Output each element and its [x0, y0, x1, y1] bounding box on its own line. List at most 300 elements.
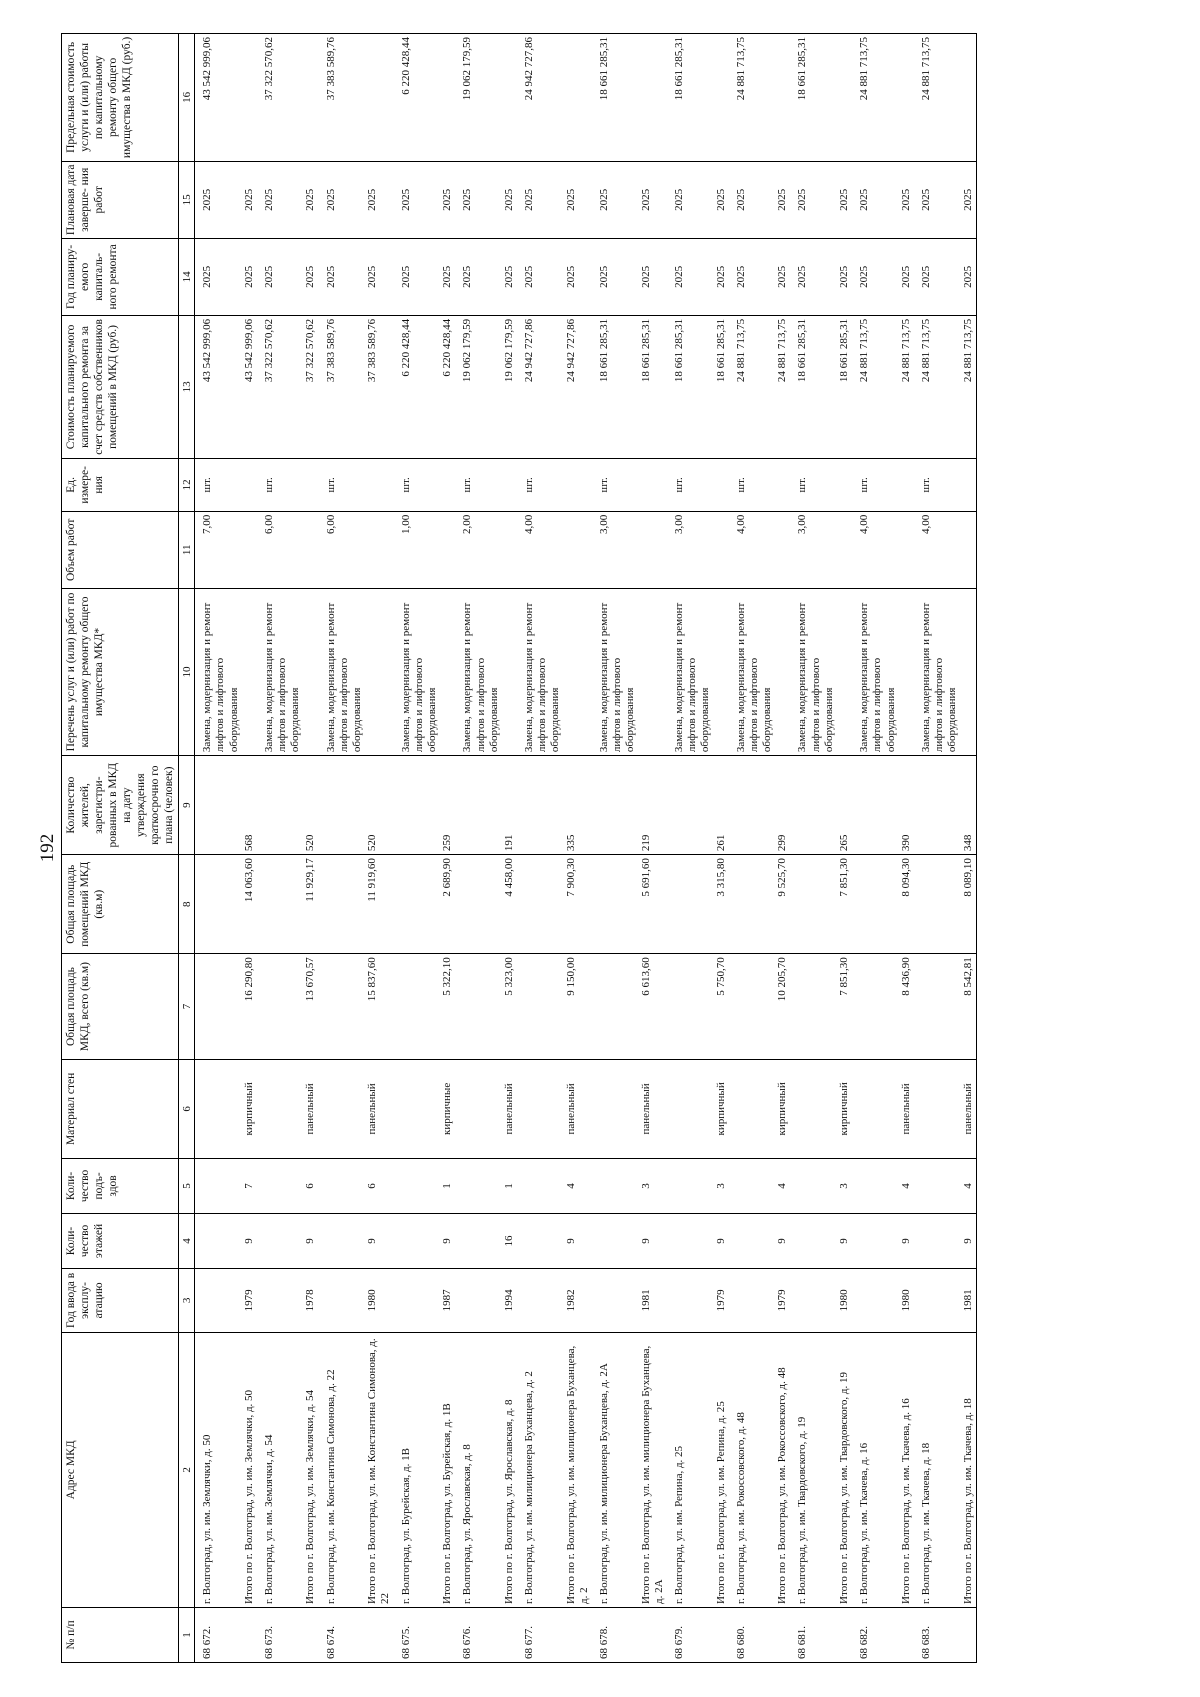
- premises-area: [729, 855, 776, 954]
- repair-year: 2025: [714, 238, 729, 315]
- column-header: № п/п: [62, 1607, 179, 1662]
- floors: 16: [502, 1213, 517, 1268]
- year-commissioned: [852, 1268, 899, 1332]
- max-cost: [564, 34, 592, 162]
- table-row: [455, 34, 502, 1663]
- entrances: [592, 1158, 639, 1213]
- wall-material: [517, 1059, 564, 1158]
- year-commissioned: 1979: [242, 1268, 257, 1332]
- column-header: Объем работ: [62, 511, 179, 588]
- total-area: [257, 954, 304, 1060]
- repair-year: 2025: [667, 238, 714, 315]
- repair-cost: 37 383 589,76: [365, 315, 393, 458]
- work-volume: [365, 511, 393, 588]
- total-area: [455, 954, 502, 1060]
- unit: шт.: [667, 458, 714, 511]
- residents: 348: [961, 756, 977, 855]
- entrances: 3: [714, 1158, 729, 1213]
- entrances: [195, 1158, 242, 1213]
- floors: 9: [639, 1213, 667, 1268]
- premises-area: [455, 855, 502, 954]
- completion-year: 2025: [517, 161, 564, 238]
- row-number: 68 676.: [455, 1607, 502, 1662]
- address: Итого по г. Волгоград, ул. им. Твардовского, д. 19: [837, 1332, 852, 1607]
- table-row: [592, 34, 639, 1663]
- completion-year: 2025: [564, 161, 592, 238]
- wall-material: [455, 1059, 502, 1158]
- unit: [837, 458, 852, 511]
- floors: [455, 1213, 502, 1268]
- row-number: [714, 1607, 729, 1662]
- premises-area: [852, 855, 899, 954]
- max-cost: [899, 34, 914, 162]
- completion-year: 2025: [394, 161, 441, 238]
- max-cost: 37 383 589,76: [319, 34, 366, 162]
- year-commissioned: 1987: [440, 1268, 455, 1332]
- column-number-row: [179, 34, 195, 1663]
- repair-year: 2025: [639, 238, 667, 315]
- premises-area: 4 458,00: [502, 855, 517, 954]
- table-row: [257, 34, 304, 1663]
- work-volume: 7,00: [195, 511, 242, 588]
- table-row: [517, 34, 564, 1663]
- unit: [242, 458, 257, 511]
- wall-material: [914, 1059, 961, 1158]
- entrances: 1: [440, 1158, 455, 1213]
- work-volume: [639, 511, 667, 588]
- entrances: [394, 1158, 441, 1213]
- repair-cost: 24 881 713,75: [852, 315, 899, 458]
- residents: 265: [837, 756, 852, 855]
- completion-year: 2025: [729, 161, 776, 238]
- max-cost: [242, 34, 257, 162]
- premises-area: 7 900,30: [564, 855, 592, 954]
- row-number: [365, 1607, 393, 1662]
- column-number: 14: [179, 238, 195, 315]
- repair-year: 2025: [455, 238, 502, 315]
- completion-year: 2025: [852, 161, 899, 238]
- total-row: [899, 34, 914, 1663]
- max-cost: [775, 34, 790, 162]
- row-number: [639, 1607, 667, 1662]
- wall-material: кирпичный: [837, 1059, 852, 1158]
- premises-area: [914, 855, 961, 954]
- max-cost: [502, 34, 517, 162]
- premises-area: [394, 855, 441, 954]
- repair-year: 2025: [517, 238, 564, 315]
- row-number: [502, 1607, 517, 1662]
- residents: [455, 756, 502, 855]
- year-commissioned: [517, 1268, 564, 1332]
- wall-material: кирпичный: [242, 1059, 257, 1158]
- unit: [303, 458, 318, 511]
- max-cost: [961, 34, 977, 162]
- address: г. Волгоград, ул. им. Ткачева, д. 18: [914, 1332, 961, 1607]
- column-number: 10: [179, 588, 195, 755]
- unit: шт.: [319, 458, 366, 511]
- column-number: 6: [179, 1059, 195, 1158]
- residents: [852, 756, 899, 855]
- floors: [394, 1213, 441, 1268]
- unit: [899, 458, 914, 511]
- repair-cost: 18 661 285,31: [639, 315, 667, 458]
- wall-material: [592, 1059, 639, 1158]
- address: г. Волгоград, ул. им. Рокоссовского, д. 48: [729, 1332, 776, 1607]
- address: г. Волгоград, ул. Бурейская, д. 1В: [394, 1332, 441, 1607]
- works-list: Замена, модернизация и ремонт лифтов и лифтового оборудования: [667, 588, 714, 755]
- completion-year: 2025: [440, 161, 455, 238]
- premises-area: 11 919,60: [365, 855, 393, 954]
- residents: [195, 756, 242, 855]
- repair-cost: 24 942 727,86: [564, 315, 592, 458]
- repair-year: 2025: [257, 238, 304, 315]
- total-area: 5 322,10: [440, 954, 455, 1060]
- address: Итого по г. Волгоград, ул. им. Рокоссовского, д. 48: [775, 1332, 790, 1607]
- floors: [257, 1213, 304, 1268]
- total-area: [729, 954, 776, 1060]
- unit: [502, 458, 517, 511]
- unit: [961, 458, 977, 511]
- wall-material: [257, 1059, 304, 1158]
- row-number: 68 681.: [790, 1607, 837, 1662]
- total-area: 10 205,70: [775, 954, 790, 1060]
- unit: шт.: [592, 458, 639, 511]
- column-header: Общая площадь помещений МКД (кв.м): [62, 855, 179, 954]
- row-number: 68 683.: [914, 1607, 961, 1662]
- repair-year: 2025: [195, 238, 242, 315]
- column-header: Год планиру- емого капиталь- ного ремонта: [62, 238, 179, 315]
- total-area: [319, 954, 366, 1060]
- work-volume: 1,00: [394, 511, 441, 588]
- row-number: [440, 1607, 455, 1662]
- total-row: [775, 34, 790, 1663]
- floors: [517, 1213, 564, 1268]
- year-commissioned: [394, 1268, 441, 1332]
- repair-cost: 37 383 589,76: [319, 315, 366, 458]
- address: г. Волгоград, ул. им. Землячки, д. 54: [257, 1332, 304, 1607]
- works-list: [502, 588, 517, 755]
- premises-area: 9 525,70: [775, 855, 790, 954]
- works-list: Замена, модернизация и ремонт лифтов и лифтового оборудования: [455, 588, 502, 755]
- page-number: 192: [37, 833, 58, 863]
- address: г. Волгоград, ул. им. Твардовского, д. 19: [790, 1332, 837, 1607]
- entrances: [729, 1158, 776, 1213]
- entrances: 4: [775, 1158, 790, 1213]
- works-list: [639, 588, 667, 755]
- residents: [667, 756, 714, 855]
- address: г. Волгоград, ул. им. Константина Симонова, д. 22: [319, 1332, 366, 1607]
- wall-material: панельный: [961, 1059, 977, 1158]
- works-list: [714, 588, 729, 755]
- works-list: Замена, модернизация и ремонт лифтов и лифтового оборудования: [914, 588, 961, 755]
- works-list: Замена, модернизация и ремонт лифтов и лифтового оборудования: [257, 588, 304, 755]
- year-commissioned: 1979: [775, 1268, 790, 1332]
- work-volume: 3,00: [592, 511, 639, 588]
- wall-material: [790, 1059, 837, 1158]
- total-area: [667, 954, 714, 1060]
- row-number: [775, 1607, 790, 1662]
- column-number: 16: [179, 34, 195, 162]
- wall-material: кирпичные: [440, 1059, 455, 1158]
- column-number: 2: [179, 1332, 195, 1607]
- completion-year: 2025: [667, 161, 714, 238]
- repair-cost: 19 062 179,59: [502, 315, 517, 458]
- completion-year: 2025: [790, 161, 837, 238]
- year-commissioned: 1982: [564, 1268, 592, 1332]
- total-area: 15 837,60: [365, 954, 393, 1060]
- floors: 9: [365, 1213, 393, 1268]
- year-commissioned: [667, 1268, 714, 1332]
- column-number: 12: [179, 458, 195, 511]
- total-row: [714, 34, 729, 1663]
- floors: 9: [303, 1213, 318, 1268]
- works-list: [899, 588, 914, 755]
- completion-year: 2025: [775, 161, 790, 238]
- wall-material: [195, 1059, 242, 1158]
- repair-cost: 18 661 285,31: [592, 315, 639, 458]
- row-number: 68 677.: [517, 1607, 564, 1662]
- wall-material: [394, 1059, 441, 1158]
- floors: [729, 1213, 776, 1268]
- premises-area: [257, 855, 304, 954]
- total-area: 16 290,80: [242, 954, 257, 1060]
- residents: 335: [564, 756, 592, 855]
- max-cost: 24 881 713,75: [729, 34, 776, 162]
- works-list: Замена, модернизация и ремонт лифтов и лифтового оборудования: [592, 588, 639, 755]
- work-volume: 4,00: [852, 511, 899, 588]
- residents: [394, 756, 441, 855]
- residents: 299: [775, 756, 790, 855]
- total-area: [592, 954, 639, 1060]
- table-row: [914, 34, 961, 1663]
- row-number: [961, 1607, 977, 1662]
- total-area: [517, 954, 564, 1060]
- column-header: Год ввода в эксплу- атацию: [62, 1268, 179, 1332]
- max-cost: 43 542 999,06: [195, 34, 242, 162]
- total-row: [502, 34, 517, 1663]
- works-list: [961, 588, 977, 755]
- column-header: Коли- чество подъ- здов: [62, 1158, 179, 1213]
- address: г. Волгоград, ул. им. Ткачева, д. 16: [852, 1332, 899, 1607]
- floors: [852, 1213, 899, 1268]
- row-number: 68 672.: [195, 1607, 242, 1662]
- max-cost: 19 062 179,59: [455, 34, 502, 162]
- residents: 520: [303, 756, 318, 855]
- floors: 9: [961, 1213, 977, 1268]
- repair-cost: 37 322 570,62: [303, 315, 318, 458]
- row-number: 68 675.: [394, 1607, 441, 1662]
- table-row: [319, 34, 366, 1663]
- column-number: 15: [179, 161, 195, 238]
- column-header: Перечень услуг и (или) работ по капитальному ремонту общего имущества МКД*: [62, 588, 179, 755]
- year-commissioned: [914, 1268, 961, 1332]
- rotated-page: [35, 33, 1165, 1663]
- entrances: 7: [242, 1158, 257, 1213]
- floors: 9: [242, 1213, 257, 1268]
- repair-year: 2025: [303, 238, 318, 315]
- address: Итого по г. Волгоград, ул. им. Константина Симонова, д. 22: [365, 1332, 393, 1607]
- work-volume: [502, 511, 517, 588]
- repair-year: 2025: [502, 238, 517, 315]
- completion-year: 2025: [242, 161, 257, 238]
- unit: шт.: [394, 458, 441, 511]
- completion-year: 2025: [455, 161, 502, 238]
- entrances: [257, 1158, 304, 1213]
- work-volume: 3,00: [790, 511, 837, 588]
- wall-material: [852, 1059, 899, 1158]
- max-cost: 6 220 428,44: [394, 34, 441, 162]
- repair-cost: 18 661 285,31: [667, 315, 714, 458]
- entrances: [455, 1158, 502, 1213]
- work-volume: [837, 511, 852, 588]
- completion-year: 2025: [592, 161, 639, 238]
- address: Итого по г. Волгоград, ул. Ярославская, д. 8: [502, 1332, 517, 1607]
- repair-cost: 43 542 999,06: [195, 315, 242, 458]
- residents: [790, 756, 837, 855]
- max-cost: 18 661 285,31: [667, 34, 714, 162]
- column-header: Плановая дата заверше- ния работ: [62, 161, 179, 238]
- repair-cost: 24 881 713,75: [914, 315, 961, 458]
- works-list: Замена, модернизация и ремонт лифтов и лифтового оборудования: [852, 588, 899, 755]
- max-cost: 37 322 570,62: [257, 34, 304, 162]
- wall-material: кирпичный: [775, 1059, 790, 1158]
- address: Итого по г. Волгоград, ул. им. Ткачева, д. 16: [899, 1332, 914, 1607]
- entrances: [914, 1158, 961, 1213]
- works-list: [837, 588, 852, 755]
- residents: [257, 756, 304, 855]
- wall-material: кирпичный: [714, 1059, 729, 1158]
- repair-year: 2025: [365, 238, 393, 315]
- column-number: 8: [179, 855, 195, 954]
- wall-material: панельный: [639, 1059, 667, 1158]
- total-row: [303, 34, 318, 1663]
- total-row: [365, 34, 393, 1663]
- total-row: [440, 34, 455, 1663]
- max-cost: 24 942 727,86: [517, 34, 564, 162]
- repair-cost: 6 220 428,44: [394, 315, 441, 458]
- work-volume: [242, 511, 257, 588]
- floors: 9: [564, 1213, 592, 1268]
- floors: 9: [440, 1213, 455, 1268]
- repair-year: 2025: [775, 238, 790, 315]
- residents: 390: [899, 756, 914, 855]
- works-list: Замена, модернизация и ремонт лифтов и лифтового оборудования: [394, 588, 441, 755]
- wall-material: панельный: [564, 1059, 592, 1158]
- repair-cost: 24 881 713,75: [729, 315, 776, 458]
- total-area: 6 613,60: [639, 954, 667, 1060]
- premises-area: 5 691,60: [639, 855, 667, 954]
- repair-year: 2025: [899, 238, 914, 315]
- total-area: 8 436,90: [899, 954, 914, 1060]
- entrances: 6: [365, 1158, 393, 1213]
- premises-area: 11 929,17: [303, 855, 318, 954]
- header-row: [62, 34, 179, 1663]
- unit: шт.: [914, 458, 961, 511]
- repair-cost: 24 881 713,75: [775, 315, 790, 458]
- total-area: 13 670,57: [303, 954, 318, 1060]
- entrances: [852, 1158, 899, 1213]
- max-cost: 18 661 285,31: [592, 34, 639, 162]
- premises-area: [319, 855, 366, 954]
- residents: [319, 756, 366, 855]
- column-header: Общая площадь МКД, всего (кв.м): [62, 954, 179, 1060]
- entrances: 1: [502, 1158, 517, 1213]
- works-list: Замена, модернизация и ремонт лифтов и лифтового оборудования: [319, 588, 366, 755]
- repair-year: 2025: [914, 238, 961, 315]
- year-commissioned: 1994: [502, 1268, 517, 1332]
- year-commissioned: [455, 1268, 502, 1332]
- max-cost: [639, 34, 667, 162]
- unit: [639, 458, 667, 511]
- address: Итого по г. Волгоград, ул. им. Землячки, д. 50: [242, 1332, 257, 1607]
- residents: 568: [242, 756, 257, 855]
- total-area: [914, 954, 961, 1060]
- completion-year: 2025: [303, 161, 318, 238]
- row-number: [899, 1607, 914, 1662]
- unit: шт.: [729, 458, 776, 511]
- premises-area: [517, 855, 564, 954]
- column-number: 1: [179, 1607, 195, 1662]
- address: г. Волгоград, ул. им. Землячки, д. 50: [195, 1332, 242, 1607]
- repair-cost: 24 942 727,86: [517, 315, 564, 458]
- entrances: 3: [639, 1158, 667, 1213]
- repair-year: 2025: [790, 238, 837, 315]
- total-area: [394, 954, 441, 1060]
- total-area: 5 323,00: [502, 954, 517, 1060]
- unit: [714, 458, 729, 511]
- works-list: Замена, модернизация и ремонт лифтов и лифтового оборудования: [790, 588, 837, 755]
- total-area: [790, 954, 837, 1060]
- floors: 9: [837, 1213, 852, 1268]
- year-commissioned: 1978: [303, 1268, 318, 1332]
- work-volume: [961, 511, 977, 588]
- floors: 9: [899, 1213, 914, 1268]
- year-commissioned: 1980: [365, 1268, 393, 1332]
- address: Итого по г. Волгоград, ул. им. милиционера Буханцева, д. 2А: [639, 1332, 667, 1607]
- premises-area: 3 315,80: [714, 855, 729, 954]
- work-volume: 2,00: [455, 511, 502, 588]
- max-cost: 24 881 713,75: [914, 34, 961, 162]
- unit: шт.: [852, 458, 899, 511]
- work-volume: 4,00: [729, 511, 776, 588]
- year-commissioned: 1981: [639, 1268, 667, 1332]
- unit: [440, 458, 455, 511]
- work-volume: [775, 511, 790, 588]
- address: Итого по г. Волгоград, ул. им. Репина, д. 25: [714, 1332, 729, 1607]
- work-volume: 4,00: [517, 511, 564, 588]
- year-commissioned: [790, 1268, 837, 1332]
- work-volume: [440, 511, 455, 588]
- unit: шт.: [195, 458, 242, 511]
- row-number: [242, 1607, 257, 1662]
- total-area: 7 851,30: [837, 954, 852, 1060]
- residents: 259: [440, 756, 455, 855]
- wall-material: панельный: [899, 1059, 914, 1158]
- entrances: [667, 1158, 714, 1213]
- address: Итого по г. Волгоград, ул. им. Ткачева, д. 18: [961, 1332, 977, 1607]
- unit: [775, 458, 790, 511]
- residents: 191: [502, 756, 517, 855]
- column-number: 4: [179, 1213, 195, 1268]
- year-commissioned: [319, 1268, 366, 1332]
- completion-year: 2025: [899, 161, 914, 238]
- column-header: Предельная стоимость услуги и (или) работы по капитальному ремонту общего имущества в МКД (руб.): [62, 34, 179, 162]
- repair-cost: 19 062 179,59: [455, 315, 502, 458]
- premises-area: 8 094,30: [899, 855, 914, 954]
- total-area: 8 542,81: [961, 954, 977, 1060]
- residents: 219: [639, 756, 667, 855]
- address: Итого по г. Волгоград, ул. им. милиционера Буханцева, д. 2: [564, 1332, 592, 1607]
